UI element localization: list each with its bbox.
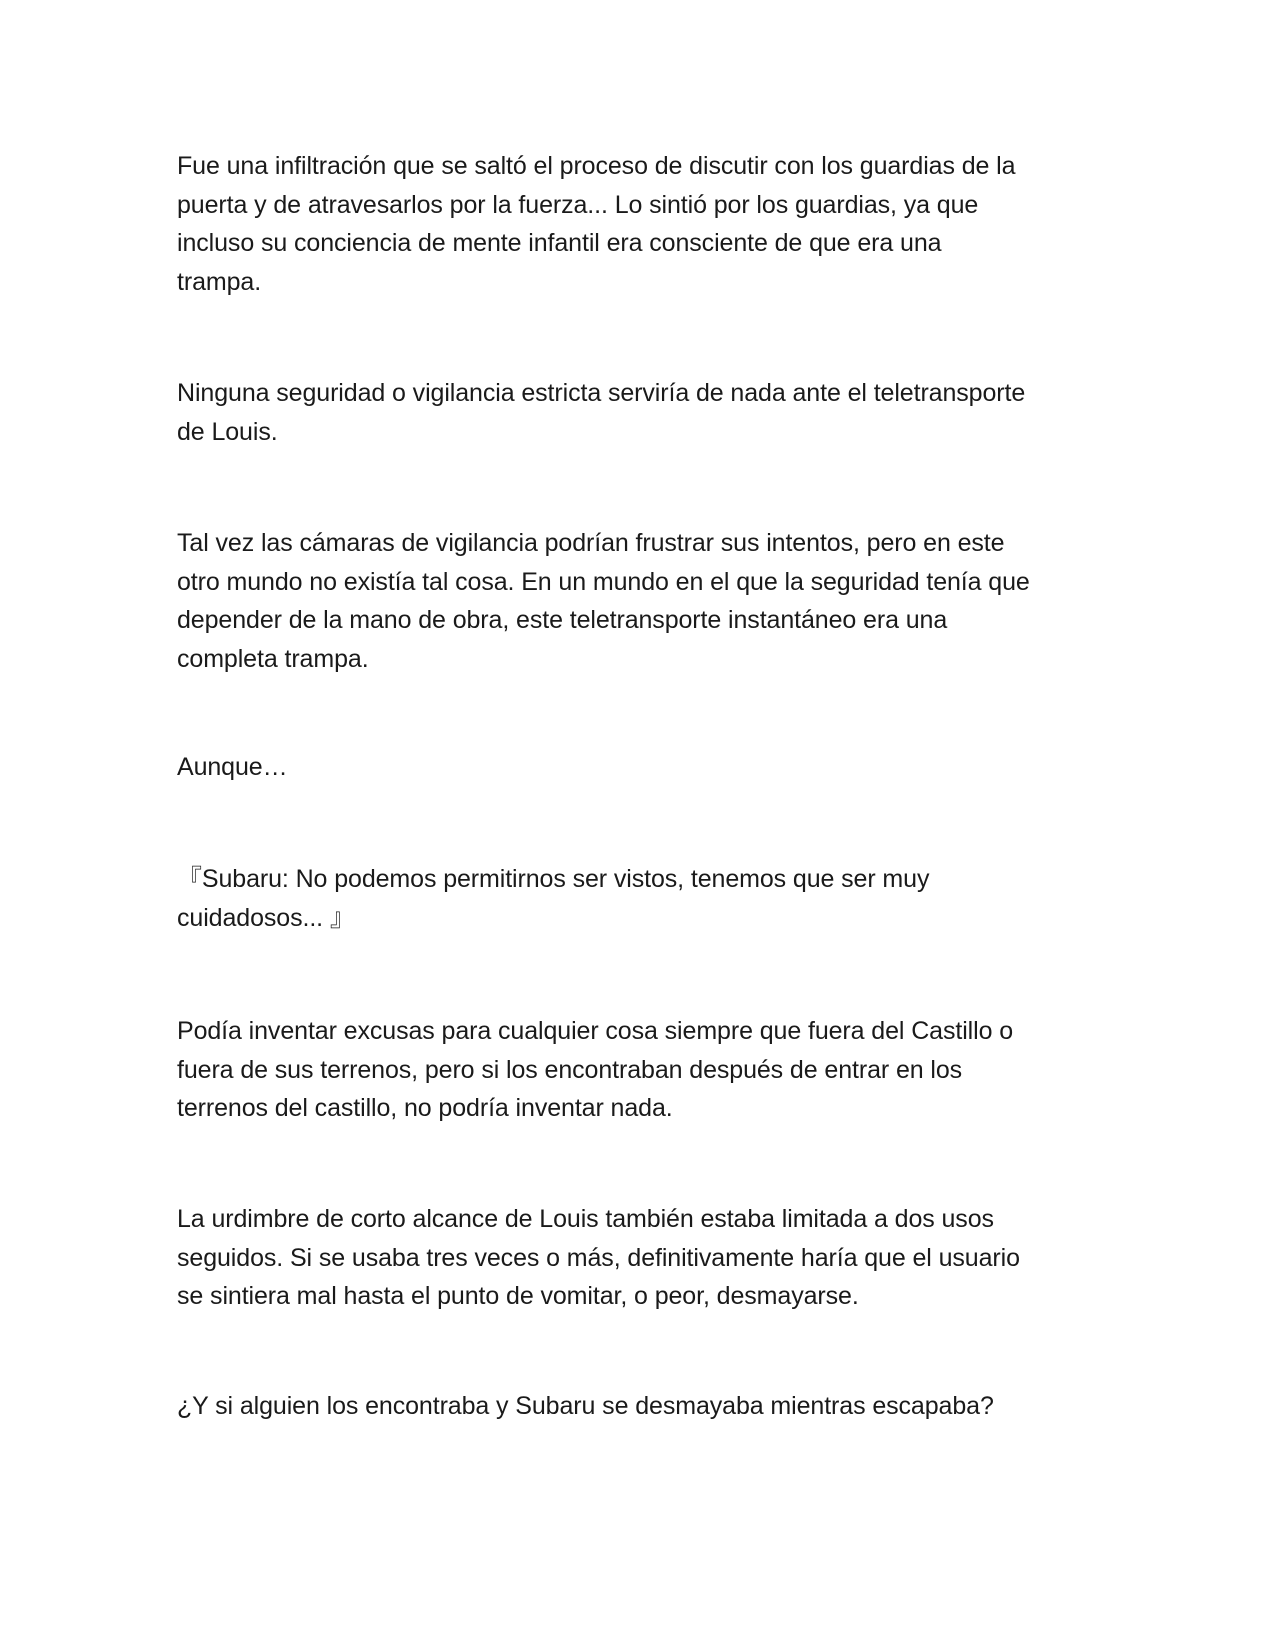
paragraph-line: ¿Y si alguien los encontraba y Subaru se desmayaba mientras escapaba? [177, 1392, 994, 1420]
paragraph-cameras [177, 524, 1107, 678]
paragraph-line: se sintiera mal hasta el punto de vomitar, o peor, desmayarse. [177, 1282, 859, 1310]
paragraph-excuses [177, 1012, 1107, 1128]
paragraph-line: Aunque… [177, 753, 288, 781]
paragraph-line: La urdimbre de corto alcance de Louis también estaba limitada a dos usos [177, 1205, 994, 1233]
paragraph-line: Podía inventar excusas para cualquier cosa siempre que fuera del Castillo o [177, 1017, 1014, 1045]
paragraph-line: de Louis. [177, 417, 278, 446]
paragraph-line: terrenos del castillo, no podría inventar nada. [177, 1094, 673, 1122]
paragraph-infiltration [177, 147, 1107, 301]
paragraph-line: trampa. [177, 267, 262, 296]
paragraph-line: otro mundo no existía tal cosa. En un mundo en el que la seguridad tenía que [177, 567, 1030, 596]
paragraph-question [177, 1387, 1107, 1426]
dialogue-subaru [177, 860, 1107, 937]
paragraph-line: fuera de sus terrenos, pero si los encontraban después de entrar en los [177, 1055, 963, 1084]
paragraph-security [177, 374, 1107, 451]
paragraph-line: puerta y de atravesarlos por la fuerza... Lo sintió por los guardias, ya que [177, 190, 979, 219]
paragraph-line: Fue una infiltración que se saltó el proceso de discutir con los guardias de la [177, 152, 1016, 180]
paragraph-line: seguidos. Si se usaba tres veces o más, definitivamente haría que el usuario [177, 1243, 1020, 1272]
dialogue-line: cuidadosos... 』 [177, 903, 355, 932]
paragraph-line: Tal vez las cámaras de vigilancia podrían frustrar sus intentos, pero en este [177, 529, 1005, 557]
paragraph-line: Ninguna seguridad o vigilancia estricta serviría de nada ante el teletransporte [177, 379, 1026, 407]
paragraph-line: depender de la mano de obra, este teletransporte instantáneo era una [177, 606, 948, 634]
paragraph-aunque [177, 748, 1107, 787]
paragraph-line: incluso su conciencia de mente infantil era consciente de que era una [177, 229, 942, 257]
dialogue-line: 『Subaru: No podemos permitirnos ser vistos, tenemos que ser muy [177, 865, 930, 893]
paragraph-line: completa trampa. [177, 644, 369, 673]
paragraph-warp-limit [177, 1200, 1107, 1316]
